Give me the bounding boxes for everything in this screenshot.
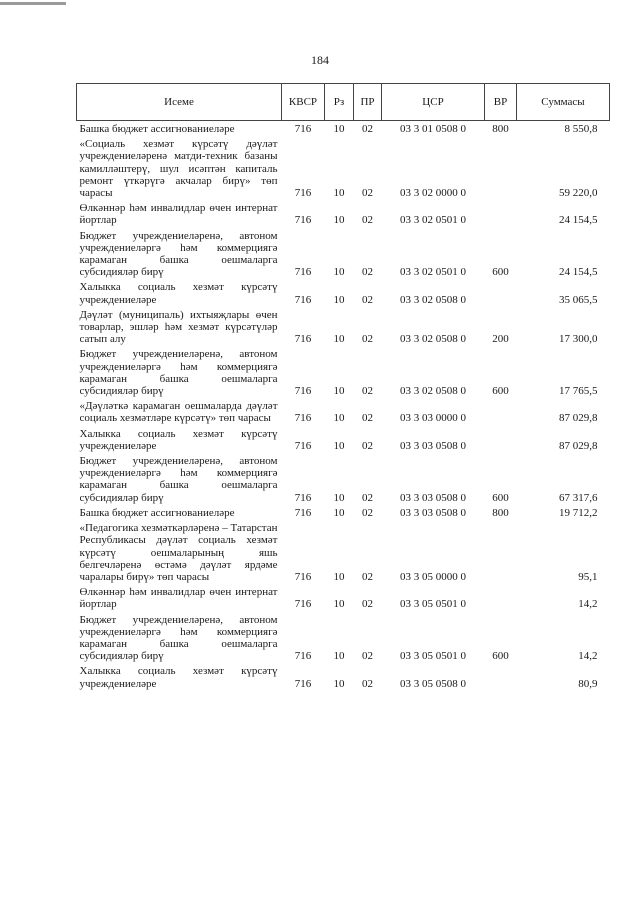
cell-sum: 35 065,5 — [559, 293, 598, 306]
cell-name: Башка бюджет ассигнованиеләре — [79, 506, 235, 519]
cell-kvsr: 716 — [294, 598, 312, 611]
cell-csr: 03 3 02 0508 0 — [400, 333, 466, 346]
table-row — [77, 663, 610, 690]
cell-csr: 03 3 05 0508 0 — [400, 677, 466, 690]
cell-csr: 03 3 02 0508 0 — [400, 385, 466, 398]
cell-name: «Дәүләткә карамаган оешмаларда дәүләт социаль хезмәтләре күрсәтү» төп чарасы — [79, 400, 278, 425]
cell-rz: 10 — [333, 333, 345, 346]
cell-name: Бюджет учреждениеләренә, автоном учреждениеләргә һәм коммерциягә карамаган башка оешмаларга субсидияләр бирү — [79, 348, 278, 398]
cell-sum: 17 300,0 — [559, 333, 598, 346]
cell-vr: 800 — [492, 506, 509, 519]
cell-pr: 02 — [362, 506, 373, 519]
cell-kvsr: 716 — [294, 214, 312, 227]
table-row — [77, 307, 610, 347]
cell-vr — [485, 200, 517, 227]
cell-name: Халыкка социаль хезмәт күрсәтү учреждениеләре — [79, 665, 278, 690]
header-name: Исеме — [77, 84, 282, 121]
cell-vr — [485, 426, 517, 453]
cell-sum: 8 550,8 — [564, 123, 598, 135]
table-row — [77, 398, 610, 425]
cell-vr: 800 — [492, 123, 509, 135]
cell-rz: 10 — [333, 123, 345, 135]
cell-name: Өлкәннәр һәм инвалидлар өчен интернат йортлар — [79, 586, 278, 611]
table-body — [77, 121, 610, 691]
cell-kvsr: 716 — [294, 187, 312, 200]
cell-sum: 14,2 — [578, 650, 598, 663]
cell-csr: 03 3 03 0508 0 — [400, 506, 466, 519]
cell-pr: 02 — [362, 570, 373, 583]
cell-kvsr: 716 — [294, 333, 312, 346]
cell-rz: 10 — [333, 439, 345, 452]
cell-pr: 02 — [362, 187, 373, 200]
cell-rz: 10 — [333, 412, 345, 425]
cell-pr: 02 — [362, 214, 373, 227]
cell-name: Бюджет учреждениеләренә, автоном учреждениеләргә һәм коммерциягә карамаган башка оешмаларга субсидияләр бирү — [79, 455, 278, 504]
cell-csr: 03 3 02 0501 0 — [400, 214, 466, 227]
cell-vr: 600 — [492, 650, 509, 663]
header-rz: Рз — [325, 84, 354, 121]
cell-name: «Педагогика хезмәткәрләренә – Татарстан Республикасы дәүләт социаль хезмәт күрсәтү оешмаларының яшь белгечләренә өстәмә дәүләт ярдәме чаралары бирү» төп чарасы — [79, 522, 278, 583]
cell-csr: 03 3 05 0501 0 — [400, 650, 466, 663]
cell-vr — [485, 398, 517, 425]
cell-pr: 02 — [362, 598, 373, 611]
cell-pr: 02 — [362, 412, 373, 425]
cell-pr: 02 — [362, 491, 373, 504]
cell-kvsr: 716 — [294, 677, 312, 690]
page-number: 184 — [311, 53, 329, 67]
cell-rz: 10 — [333, 187, 345, 200]
cell-csr: 03 3 03 0508 0 — [400, 439, 466, 452]
header-kvsr: КВСР — [282, 84, 325, 121]
cell-sum: 14,2 — [578, 598, 598, 611]
cell-kvsr: 716 — [294, 412, 312, 425]
cell-sum: 80,9 — [578, 677, 598, 690]
table-row — [77, 200, 610, 227]
cell-name: Бюджет учреждениеләренә, автоном учреждениеләргә һәм коммерциягә карамаган башка оешмаларга субсидияләр бирү — [79, 613, 278, 663]
cell-csr: 03 3 03 0000 0 — [400, 412, 466, 425]
cell-pr: 02 — [362, 677, 373, 690]
cell-rz: 10 — [333, 598, 345, 611]
cell-rz: 10 — [333, 385, 345, 398]
cell-name: Дәүләт (муниципаль) ихтыяҗлары өчен товарлар, эшләр һәм хезмәт күрсәтүләр сатып алу — [79, 308, 278, 346]
cell-rz: 10 — [333, 506, 345, 519]
cell-pr: 02 — [362, 439, 373, 452]
cell-name: Башка бюджет ассигнованиеләре — [79, 123, 235, 135]
header-sum: Суммасы — [517, 84, 610, 121]
cell-pr: 02 — [362, 385, 373, 398]
cell-vr: 600 — [492, 266, 509, 279]
header-csr: ЦСР — [382, 84, 485, 121]
cell-sum: 67 317,6 — [559, 491, 598, 504]
cell-rz: 10 — [333, 214, 345, 227]
table-row — [77, 453, 610, 505]
cell-kvsr: 716 — [294, 439, 312, 452]
table-row — [77, 426, 610, 453]
cell-kvsr: 716 — [294, 491, 312, 504]
cell-kvsr: 716 — [294, 570, 312, 583]
cell-rz: 10 — [333, 293, 345, 306]
cell-rz: 10 — [333, 266, 345, 279]
cell-sum: 87 029,8 — [559, 439, 598, 452]
cell-pr: 02 — [362, 293, 373, 306]
cell-pr: 02 — [362, 123, 373, 135]
cell-kvsr: 716 — [294, 650, 312, 663]
table-row — [77, 346, 610, 398]
cell-vr — [485, 520, 517, 584]
table-row — [77, 520, 610, 584]
cell-csr: 03 3 02 0501 0 — [400, 266, 466, 279]
budget-table — [76, 83, 610, 691]
cell-sum: 59 220,0 — [559, 187, 598, 200]
cell-name: Бюджет учреждениеләренә, автоном учреждениеләргә һәм коммерциягә карамаган башка оешмаларга субсидияләр бирү — [79, 229, 278, 279]
cell-vr — [485, 136, 517, 200]
cell-rz: 10 — [333, 677, 345, 690]
cell-sum: 24 154,5 — [559, 266, 598, 279]
cell-sum: 19 712,2 — [559, 506, 598, 519]
cell-csr: 03 3 02 0508 0 — [400, 293, 466, 306]
cell-kvsr: 716 — [294, 506, 312, 519]
table-row — [77, 612, 610, 664]
cell-sum: 17 765,5 — [559, 385, 598, 398]
table-row — [77, 505, 610, 520]
cell-name: Өлкәннәр һәм инвалидлар өчен интернат йортлар — [79, 202, 278, 227]
cell-pr: 02 — [362, 333, 373, 346]
cell-pr: 02 — [362, 650, 373, 663]
cell-vr — [485, 279, 517, 306]
cell-csr: 03 3 03 0508 0 — [400, 491, 466, 504]
cell-vr: 600 — [492, 491, 509, 504]
cell-sum: 24 154,5 — [559, 214, 598, 227]
cell-vr: 600 — [492, 385, 509, 398]
cell-csr: 03 3 01 0508 0 — [400, 123, 466, 135]
table-row — [77, 136, 610, 200]
header-vr: ВР — [485, 84, 517, 121]
cell-kvsr: 716 — [294, 385, 312, 398]
cell-vr — [485, 663, 517, 690]
header-pr: ПР — [354, 84, 382, 121]
cell-kvsr: 716 — [294, 123, 312, 135]
cell-name: Халыкка социаль хезмәт күрсәтү учреждениеләре — [79, 281, 278, 306]
cell-name: Халыкка социаль хезмәт күрсәтү учреждениеләре — [79, 427, 278, 452]
cell-sum: 95,1 — [578, 570, 598, 583]
table-header-row — [77, 84, 610, 121]
table-row — [77, 279, 610, 306]
cell-vr: 200 — [492, 333, 509, 346]
cell-name: «Социаль хезмәт күрсәтү дәүләт учреждениеләренә матди-техник базаны камилләштерү, шул исәптән капиталь ремонт үткәрүгә акчалар бирү» төп чарасы — [79, 138, 278, 200]
cell-csr: 03 3 02 0000 0 — [400, 187, 466, 200]
cell-rz: 10 — [333, 491, 345, 504]
table-row — [77, 121, 610, 137]
cell-pr: 02 — [362, 266, 373, 279]
scan-mark — [0, 2, 66, 5]
cell-rz: 10 — [333, 650, 345, 663]
table-row — [77, 584, 610, 611]
cell-rz: 10 — [333, 570, 345, 583]
cell-kvsr: 716 — [294, 293, 312, 306]
cell-csr: 03 3 05 0501 0 — [400, 598, 466, 611]
table-row — [77, 228, 610, 280]
cell-csr: 03 3 05 0000 0 — [400, 570, 466, 583]
cell-sum: 87 029,8 — [559, 412, 598, 425]
cell-kvsr: 716 — [294, 266, 312, 279]
cell-vr — [485, 584, 517, 611]
